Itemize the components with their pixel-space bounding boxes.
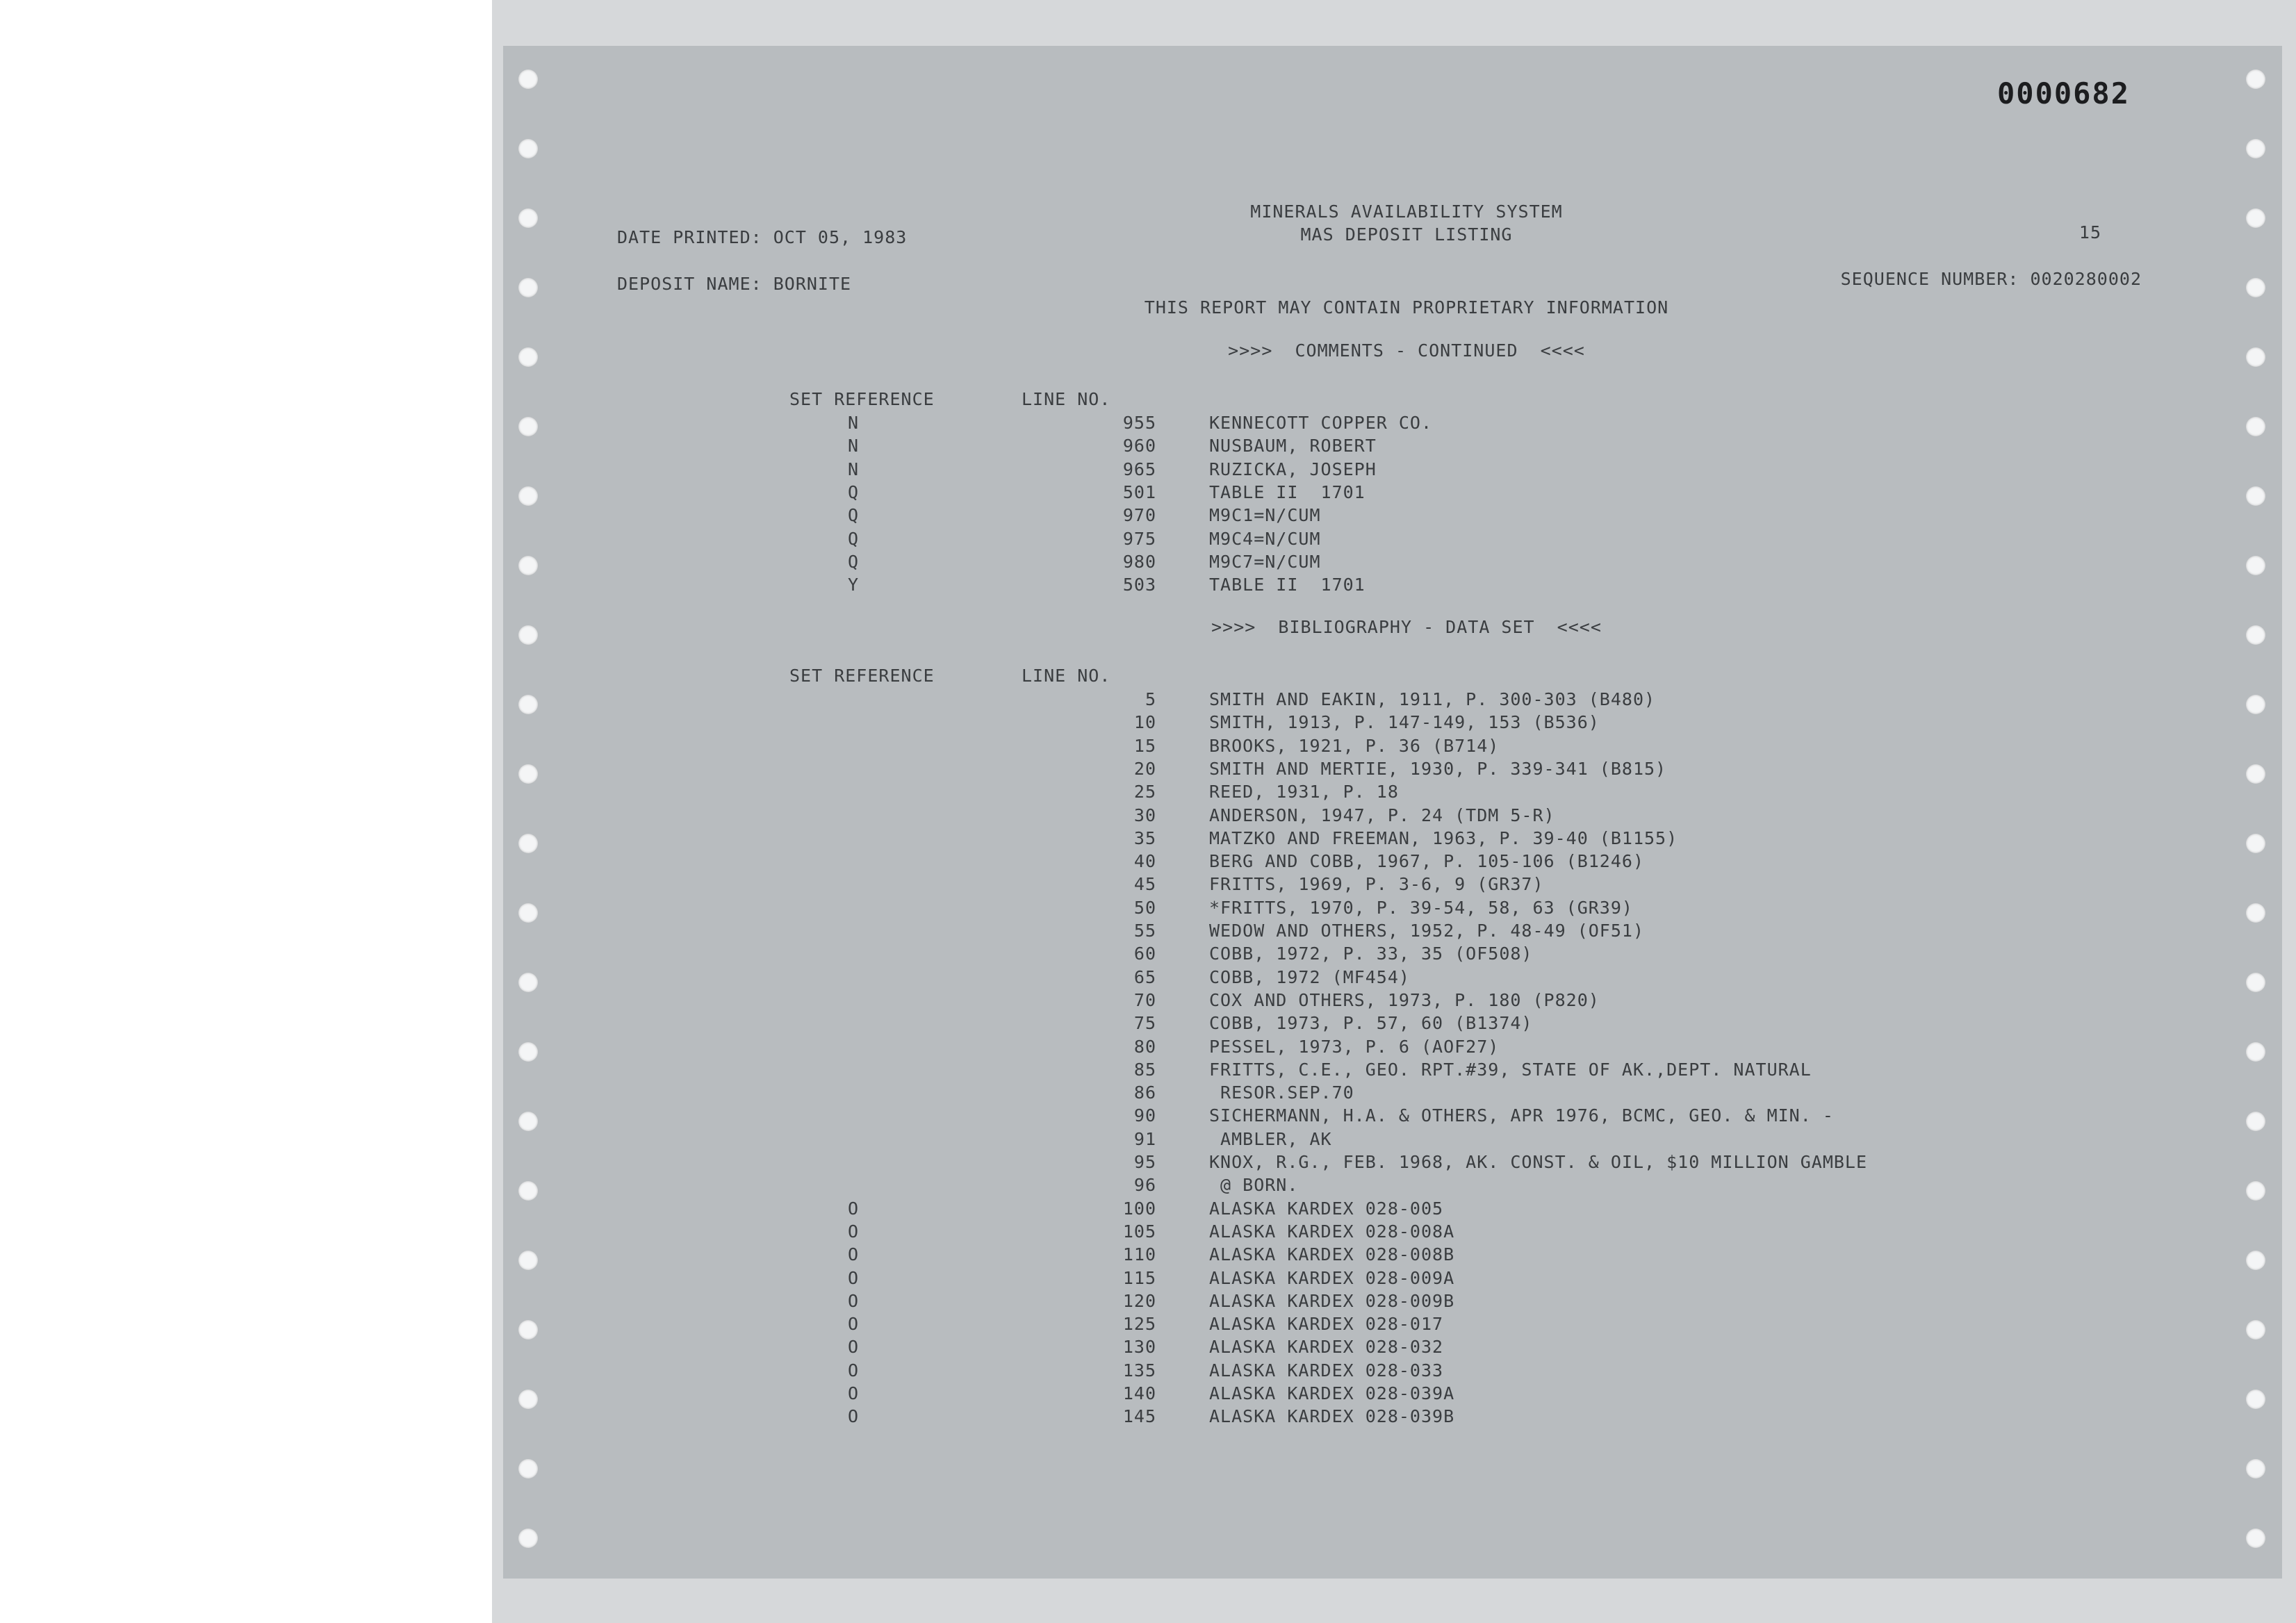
tractor-feed-hole [518,69,538,89]
line-number-cell: 135 [1122,1360,1156,1381]
bibliography-section-title: >>>> BIBLIOGRAPHY - DATA SET <<<< [1211,617,1602,637]
line-number-cell: 980 [1122,551,1156,572]
tractor-feed-hole [2246,208,2265,228]
entry-text-cell: COBB, 1972, P. 33, 35 (OF508) [1209,944,1533,964]
tractor-feed-hole [2246,1042,2265,1062]
set-reference-cell: Q [847,481,860,502]
set-reference-cell: Q [847,551,860,572]
line-number-cell: 115 [1122,1267,1156,1288]
line-number-cell: 75 [1133,1013,1156,1034]
entry-text-cell: SICHERMANN, H.A. & OTHERS, APR 1976, BCMC, GEO. & MIN. - [1209,1105,1834,1126]
line-number-cell: 125 [1122,1314,1156,1335]
sequence-number: SEQUENCE NUMBER: 0020280002 [1840,269,2142,289]
tractor-feed-hole [518,1529,538,1548]
line-number-cell: 80 [1133,1036,1156,1057]
tractor-feed-hole [2246,834,2265,853]
tractor-feed-hole [518,1112,538,1131]
entry-text-cell: COBB, 1972 (MF454) [1209,966,1410,987]
entry-text-cell: ALASKA KARDEX 028-033 [1209,1360,1444,1381]
tractor-feed-hole [518,625,538,645]
line-number-cell: 140 [1122,1383,1156,1403]
line-number-cell: 975 [1122,528,1156,549]
entry-text-cell: BROOKS, 1921, P. 36 (B714) [1209,735,1500,756]
tractor-feed-hole [518,278,538,297]
line-number-cell: 35 [1133,827,1156,848]
line-number-cell: 970 [1122,505,1156,526]
line-number-cell: 110 [1122,1244,1156,1265]
line-number-cell: 25 [1133,782,1156,802]
line-number-cell: 960 [1122,436,1156,456]
entry-text-cell: ALASKA KARDEX 028-005 [1209,1198,1444,1219]
entry-text-cell: FRITTS, 1969, P. 3-6, 9 (GR37) [1209,874,1544,895]
tractor-feed-hole [2246,1251,2265,1270]
tractor-feed-hole [518,139,538,158]
entry-text-cell: RESOR.SEP.70 [1209,1082,1354,1103]
entry-text-cell: COBB, 1973, P. 57, 60 (B1374) [1209,1013,1533,1034]
set-reference-cell: O [847,1290,860,1311]
line-number-cell: 40 [1133,851,1156,872]
entry-text-cell: ALASKA KARDEX 028-008B [1209,1244,1455,1265]
set-reference-cell: O [847,1406,860,1427]
line-number-cell: 955 [1122,413,1156,433]
line-number-cell: 95 [1133,1152,1156,1172]
tractor-feed-hole [518,973,538,992]
line-number-cell: 130 [1122,1337,1156,1358]
tractor-feed-hole [518,486,538,506]
tractor-feed-hole [518,1251,538,1270]
line-number-cell: 501 [1122,481,1156,502]
entry-text-cell: WEDOW AND OTHERS, 1952, P. 48-49 (OF51) [1209,921,1644,941]
set-reference-cell: O [847,1360,860,1381]
tractor-feed-hole [2246,139,2265,158]
entry-text-cell: KENNECOTT COPPER CO. [1209,413,1433,433]
tractor-feed-hole [518,764,538,784]
entry-text-cell: SMITH AND MERTIE, 1930, P. 339-341 (B815) [1209,758,1667,779]
set-reference-cell: N [847,413,860,433]
tractor-feed-hole [2246,1181,2265,1201]
tractor-feed-hole [2246,486,2265,506]
line-number-cell: 86 [1133,1082,1156,1103]
line-number-cell: 10 [1133,712,1156,733]
set-reference-cell: Q [847,528,860,549]
entry-text-cell: SMITH AND EAKIN, 1911, P. 300-303 (B480) [1209,689,1656,709]
line-number-cell: 70 [1133,989,1156,1010]
line-number-cell: 30 [1133,805,1156,825]
tractor-feed-hole [2246,1112,2265,1131]
tractor-feed-hole [2246,278,2265,297]
set-reference-cell: N [847,459,860,479]
tractor-feed-hole [2246,625,2265,645]
tractor-feed-hole [2246,764,2265,784]
bibliography-col-line-no: LINE NO. [1022,666,1111,686]
tractor-feed-hole [518,417,538,436]
line-number-cell: 55 [1133,921,1156,941]
set-reference-cell: O [847,1267,860,1288]
entry-text-cell: ANDERSON, 1947, P. 24 (TDM 5-R) [1209,805,1555,825]
set-reference-cell: O [847,1314,860,1335]
line-number-cell: 50 [1133,897,1156,918]
entry-text-cell: ALASKA KARDEX 028-032 [1209,1337,1444,1358]
entry-text-cell: TABLE II 1701 [1209,481,1366,502]
page-number: 15 [2078,222,2101,242]
entry-text-cell: FRITTS, C.E., GEO. RPT.#39, STATE OF AK.,DEPT. NATURAL [1209,1059,1812,1080]
line-number-cell: 15 [1133,735,1156,756]
entry-text-cell: ALASKA KARDEX 028-039B [1209,1406,1455,1427]
entry-text-cell: *FRITTS, 1970, P. 39-54, 58, 63 (GR39) [1209,897,1633,918]
set-reference-cell: O [847,1221,860,1242]
tractor-feed-hole [2246,417,2265,436]
tractor-feed-hole [2246,1320,2265,1340]
set-reference-cell: N [847,436,860,456]
entry-text-cell: ALASKA KARDEX 028-009B [1209,1290,1455,1311]
comments-section-title: >>>> COMMENTS - CONTINUED <<<< [1228,340,1585,361]
entry-text-cell: MATZKO AND FREEMAN, 1963, P. 39-40 (B1155) [1209,827,1678,848]
line-number-cell: 91 [1133,1128,1156,1149]
tractor-feed-hole [518,208,538,228]
system-title: MINERALS AVAILABILITY SYSTEM [1250,201,1563,222]
entry-text-cell: M9C7=N/CUM [1209,551,1321,572]
line-number-cell: 45 [1133,874,1156,895]
continuous-form-sheet [503,46,2282,1579]
entry-text-cell: AMBLER, AK [1209,1128,1332,1149]
entry-text-cell: BERG AND COBB, 1967, P. 105-106 (B1246) [1209,851,1644,872]
tractor-feed-hole [518,1320,538,1340]
tractor-feed-hole [2246,1459,2265,1478]
line-number-cell: 145 [1122,1406,1156,1427]
tractor-feed-hole [518,1181,538,1201]
comments-col-set-reference: SET REFERENCE [789,389,935,409]
comments-col-line-no: LINE NO. [1022,389,1111,409]
page-stamp-number: 0000682 [1997,76,2131,110]
tractor-feed-hole [2246,347,2265,367]
deposit-name: DEPOSIT NAME: BORNITE [617,274,852,294]
tractor-feed-hole [2246,903,2265,923]
set-reference-cell: Y [847,575,860,595]
entry-text-cell: ALASKA KARDEX 028-009A [1209,1267,1455,1288]
set-reference-cell: O [847,1244,860,1265]
tractor-feed-hole [2246,1529,2265,1548]
set-reference-cell: O [847,1337,860,1358]
line-number-cell: 85 [1133,1059,1156,1080]
entry-text-cell: KNOX, R.G., FEB. 1968, AK. CONST. & OIL, $10 MILLION GAMBLE [1209,1152,1868,1172]
set-reference-cell: Q [847,505,860,526]
tractor-feed-hole [518,556,538,575]
line-number-cell: 100 [1122,1198,1156,1219]
listing-title: MAS DEPOSIT LISTING [1300,224,1513,245]
line-number-cell: 503 [1122,575,1156,595]
entry-text-cell: ALASKA KARDEX 028-008A [1209,1221,1455,1242]
entry-text-cell: REED, 1931, P. 18 [1209,782,1399,802]
tractor-feed-hole [518,1390,538,1409]
entry-text-cell: NUSBAUM, ROBERT [1209,436,1377,456]
line-number-cell: 5 [1145,689,1156,709]
entry-text-cell: @ BORN. [1209,1175,1299,1196]
entry-text-cell: PESSEL, 1973, P. 6 (AOF27) [1209,1036,1500,1057]
tractor-feed-hole [518,903,538,923]
tractor-feed-hole [518,1042,538,1062]
tractor-feed-hole [2246,695,2265,714]
entry-text-cell: ALASKA KARDEX 028-039A [1209,1383,1455,1403]
line-number-cell: 65 [1133,966,1156,987]
tractor-feed-hole [518,695,538,714]
entry-text-cell: M9C1=N/CUM [1209,505,1321,526]
set-reference-cell: O [847,1198,860,1219]
line-number-cell: 965 [1122,459,1156,479]
line-number-cell: 120 [1122,1290,1156,1311]
line-number-cell: 105 [1122,1221,1156,1242]
date-printed: DATE PRINTED: OCT 05, 1983 [617,227,908,247]
line-number-cell: 96 [1133,1175,1156,1196]
tractor-feed-hole [518,347,538,367]
tractor-feed-hole [518,834,538,853]
bibliography-col-set-reference: SET REFERENCE [789,666,935,686]
entry-text-cell: SMITH, 1913, P. 147-149, 153 (B536) [1209,712,1600,733]
set-reference-cell: O [847,1383,860,1403]
tractor-feed-hole [2246,973,2265,992]
entry-text-cell: COX AND OTHERS, 1973, P. 180 (P820) [1209,989,1600,1010]
tractor-feed-hole [2246,1390,2265,1409]
line-number-cell: 90 [1133,1105,1156,1126]
entry-text-cell: ALASKA KARDEX 028-017 [1209,1314,1444,1335]
tractor-feed-hole [2246,556,2265,575]
proprietary-notice: THIS REPORT MAY CONTAIN PROPRIETARY INFORMATION [1144,297,1669,318]
entry-text-cell: TABLE II 1701 [1209,575,1366,595]
line-number-cell: 60 [1133,944,1156,964]
entry-text-cell: M9C4=N/CUM [1209,528,1321,549]
entry-text-cell: RUZICKA, JOSEPH [1209,459,1377,479]
line-number-cell: 20 [1133,758,1156,779]
tractor-feed-hole [2246,69,2265,89]
tractor-feed-hole [518,1459,538,1478]
